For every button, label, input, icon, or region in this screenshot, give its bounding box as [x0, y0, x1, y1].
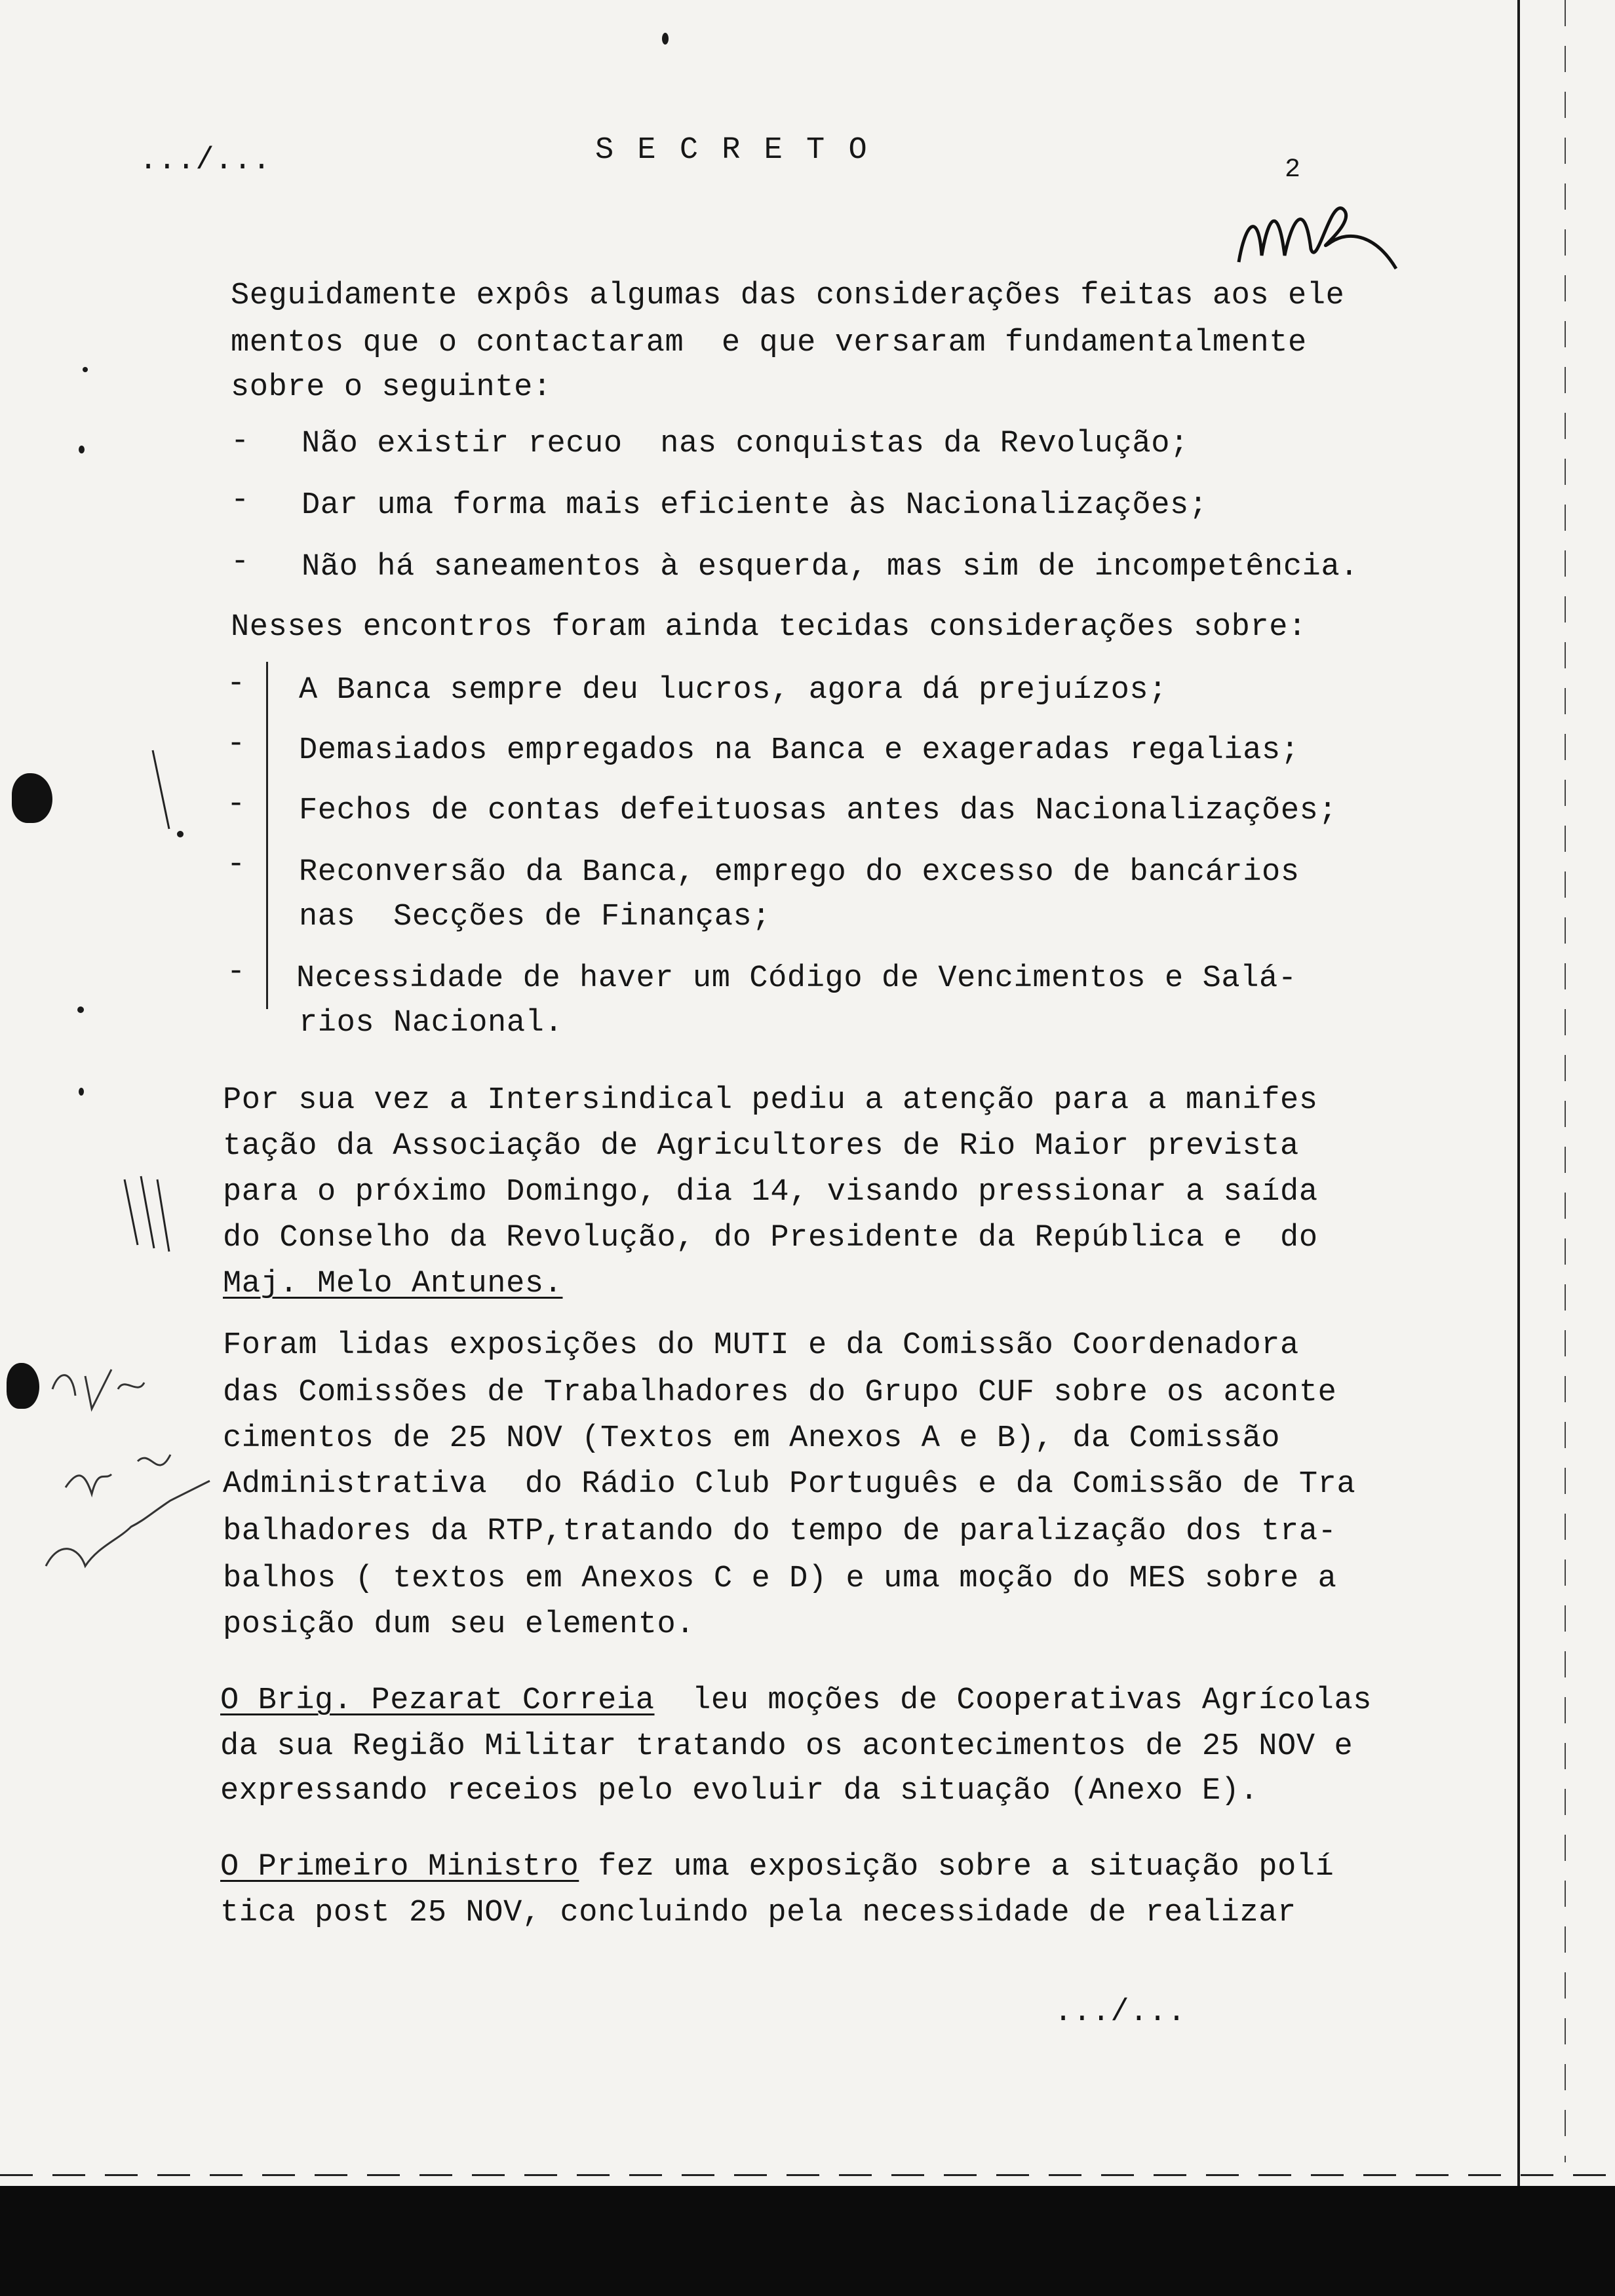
- brig-line-2: da sua Região Militar tratando os acontecimentos de 25 NOV e: [220, 1729, 1353, 1764]
- muti-line: cimentos de 25 NOV (Textos em Anexos A e B), da Comissão: [223, 1421, 1281, 1456]
- margin-handwritten-note: [39, 1350, 249, 1638]
- intro-line-3: sobre o seguinte:: [231, 370, 552, 405]
- brig-name: O Brig. Pezarat Correia: [220, 1683, 655, 1718]
- margin-speck: [79, 446, 85, 453]
- list-bullet: -: [231, 545, 250, 579]
- pm-name: O Primeiro Ministro: [220, 1850, 579, 1885]
- brig-line-1: [220, 1685, 1372, 1716]
- list-item: Dar uma forma mais eficiente às Nacionalizações;: [302, 488, 1208, 523]
- intersindical-line: Maj. Melo Antunes.: [223, 1267, 563, 1301]
- list-bullet: -: [231, 424, 250, 459]
- margin-vertical-stroke: [149, 747, 176, 832]
- right-border-line: [1517, 0, 1520, 2189]
- intersindical-line: tação da Associação de Agricultores de Rio Maior prevista: [223, 1129, 1299, 1164]
- continuation-mark-top: .../...: [139, 144, 271, 178]
- list-bullet: -: [227, 666, 246, 701]
- list-item: Não há saneamentos à esquerda, mas sim de incompetência.: [302, 550, 1359, 584]
- intro-line-2: mentos que o contactaram e que versaram fundamentalmente: [231, 326, 1307, 360]
- margin-speck: [77, 1006, 84, 1013]
- list-bullet: -: [227, 727, 246, 761]
- brig-line-3: expressando receios pelo evoluir da situação (Anexo E).: [220, 1774, 1259, 1808]
- scan-bottom-bar: [0, 2186, 1615, 2296]
- muti-line: Administrativa do Rádio Club Português e da Comissão de Tra: [223, 1467, 1356, 1502]
- margin-speck: [83, 367, 88, 372]
- pm-line-2: tica post 25 NOV, concluindo pela necessidade de realizar: [220, 1896, 1296, 1930]
- right-edge-dashes: [1565, 0, 1566, 2162]
- list-bullet: -: [231, 483, 250, 518]
- list-item-continuation: rios Nacional.: [299, 1006, 564, 1041]
- pm-line-1: [220, 1852, 1334, 1883]
- ink-blot: [12, 773, 52, 823]
- brig-line-1-rest: leu moções de Cooperativas Agrícolas: [654, 1683, 1372, 1718]
- intersindical-line: Por sua vez a Intersindical pediu a atenção para a manifes: [223, 1083, 1318, 1118]
- muti-line: Foram lidas exposições do MUTI e da Comissão Coordenadora: [223, 1328, 1299, 1363]
- list-item: Demasiados empregados na Banca e exageradas regalias;: [299, 733, 1300, 768]
- intersindical-line: para o próximo Domingo, dia 14, visando pressionar a saída: [223, 1175, 1318, 1210]
- muti-line: balhadores da RTP,tratando do tempo de paralização dos tra-: [223, 1514, 1337, 1549]
- classification-header: S E C R E T O: [595, 133, 870, 168]
- list-bullet: -: [227, 847, 246, 882]
- margin-tally-marks: [118, 1173, 184, 1258]
- list-item: A Banca sempre deu lucros, agora dá prejuízos;: [299, 673, 1168, 708]
- meetings-line: Nesses encontros foram ainda tecidas considerações sobre:: [231, 610, 1307, 645]
- list-bracket-line: [266, 662, 268, 1009]
- margin-speck: [79, 1088, 84, 1096]
- continuation-mark-bottom: .../...: [1054, 1995, 1186, 2030]
- pm-line-1-rest: fez uma exposição sobre a situação polí: [579, 1850, 1334, 1885]
- margin-speck: [662, 33, 669, 45]
- margin-speck: [177, 831, 184, 837]
- muti-line: das Comissões de Trabalhadores do Grupo CUF sobre os aconte: [223, 1375, 1337, 1410]
- list-item: Necessidade de haver um Código de Vencimentos e Salá-: [296, 961, 1297, 996]
- ink-blot: [7, 1363, 39, 1409]
- list-item: Não existir recuo nas conquistas da Revolução;: [302, 427, 1189, 461]
- list-item: Fechos de contas defeituosas antes das Nacionalizações;: [299, 794, 1338, 828]
- list-item-continuation: nas Secções de Finanças;: [299, 900, 771, 934]
- list-item: Reconversão da Banca, emprego do excesso de bancários: [299, 855, 1300, 890]
- page-number: 2: [1285, 155, 1301, 185]
- list-bullet: -: [227, 787, 246, 822]
- bottom-rule: [0, 2174, 1615, 2176]
- list-bullet: -: [227, 955, 246, 989]
- intersindical-line: do Conselho da Revolução, do Presidente da República e do: [223, 1221, 1318, 1255]
- muti-line: posição dum seu elemento.: [223, 1607, 695, 1642]
- muti-line: balhos ( textos em Anexos C e D) e uma moção do MES sobre a: [223, 1561, 1337, 1596]
- intro-line-1: Seguidamente expôs algumas das considerações feitas aos ele: [231, 278, 1345, 313]
